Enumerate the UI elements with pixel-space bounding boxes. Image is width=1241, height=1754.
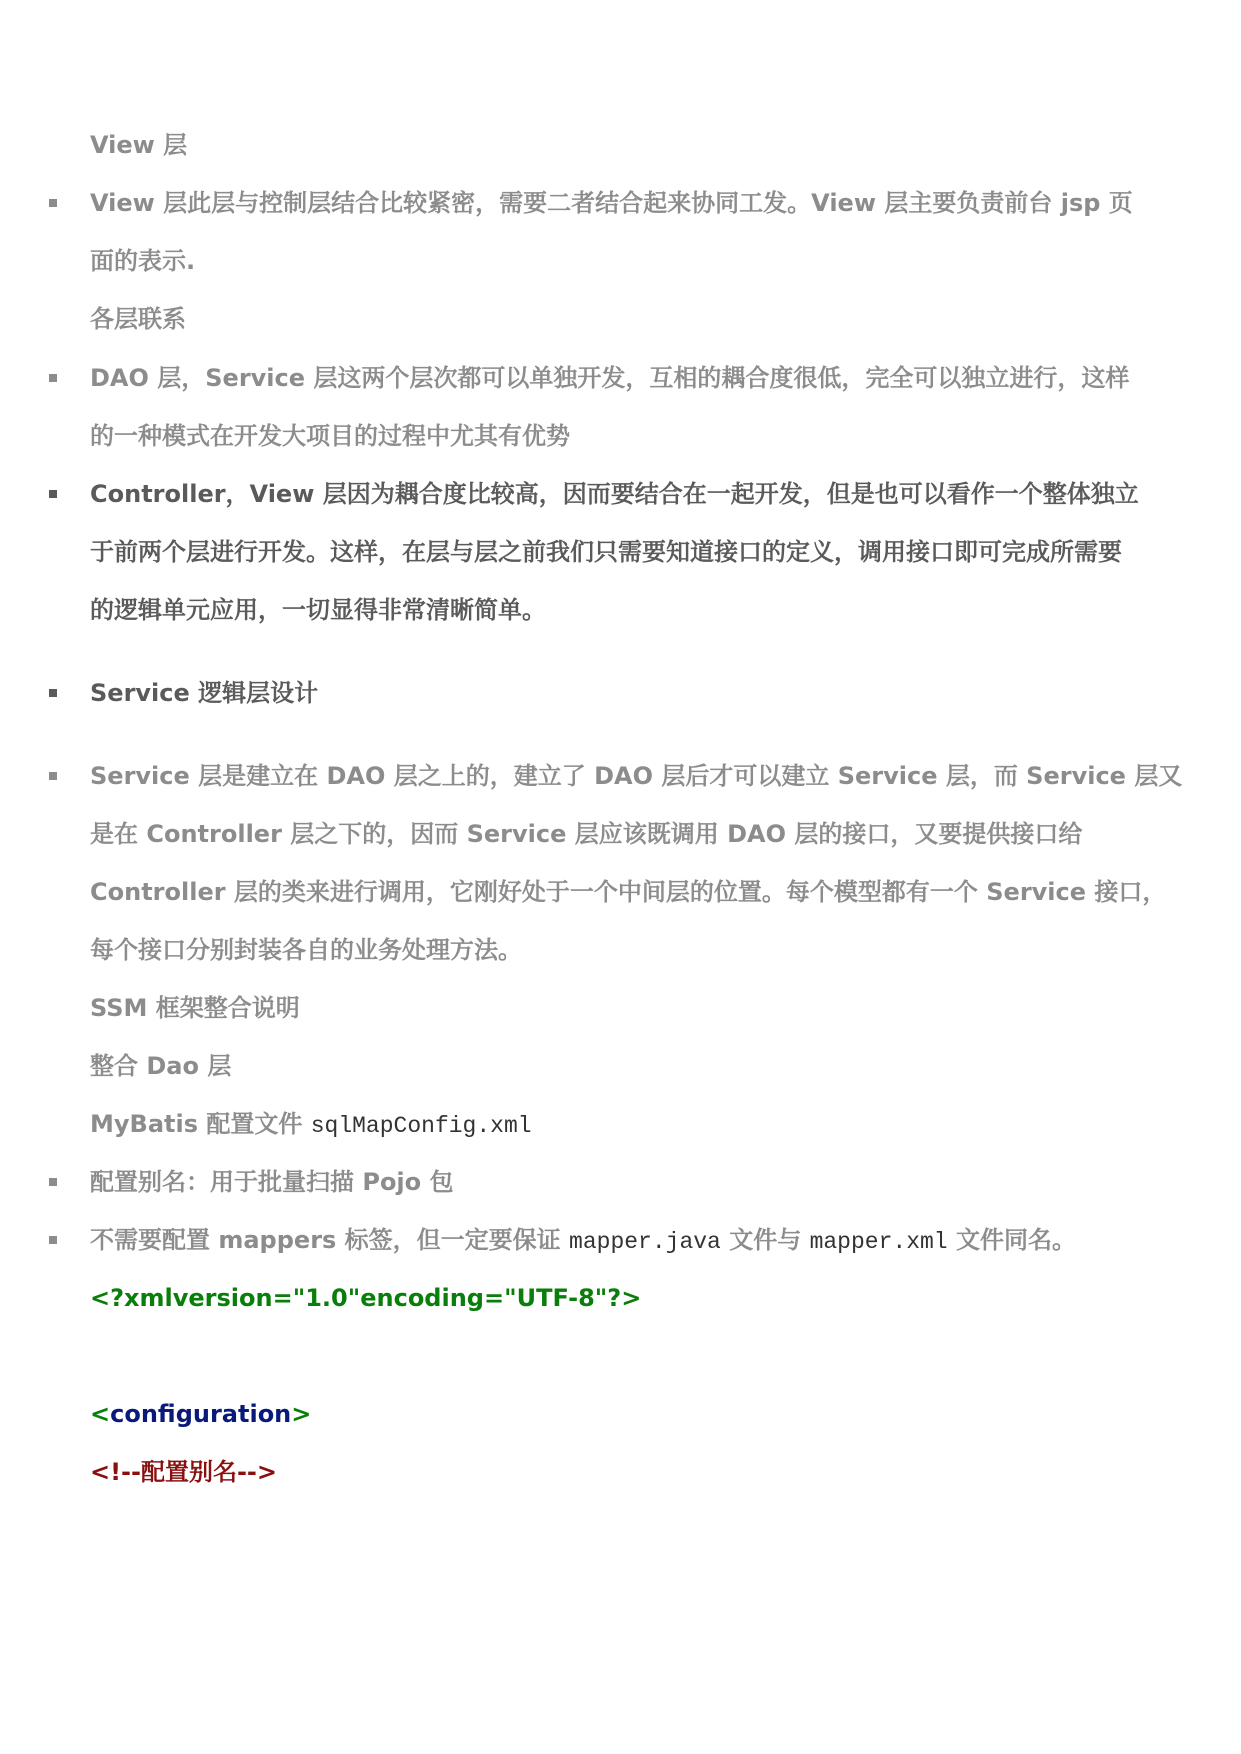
xml-declaration: <?xmlversion="1.0"encoding="UTF-8"?> [90,1284,642,1312]
alias-item: 配置别名：用于批量扫描 Pojo 包 [90,1168,454,1196]
view-item-line1: View 层此层与控制层结合比较紧密，需要二者结合起来协同工发。View 层主要负责前台 jsp 页 [90,189,1133,217]
ssm-heading: SSM 框架整合说明 [90,994,300,1022]
relation-heading: 各层联系 [90,305,186,333]
view-item-line2: 面的表示. [90,247,196,275]
bullet-icon [49,199,57,207]
bullet-icon [49,1178,57,1186]
mapper-java-code: mapper.java [569,1229,721,1255]
tag-close-bracket: > [291,1400,312,1428]
view-heading: View 层 [90,131,188,159]
mappers-text-1: 不需要配置 mappers 标签，但一定要保证 [90,1226,561,1254]
dao-heading: 整合 Dao 层 [90,1052,232,1080]
mybatis-heading [90,1107,1181,1143]
tag-open-bracket: < [90,1400,111,1428]
service-item-line2: 是在 Controller 层之下的，因而 Service 层应该既调用 DAO 层的接口，又要提供接口给 [90,820,1083,848]
mybatis-heading-text: MyBatis 配置文件 [90,1110,303,1138]
relation-item2-line1: Controller，View 层因为耦合度比较高，因而要结合在一起开发，但是也可以看作一个整体独立 [90,480,1139,508]
relation-item2-line3: 的逻辑单元应用，一切显得非常清晰简单。 [90,596,546,624]
service-item-line4: 每个接口分别封装各自的业务处理方法。 [90,936,522,964]
alias-comment: <!--配置别名--> [90,1458,278,1486]
bullet-icon [49,1236,57,1244]
bullet-icon [49,490,57,498]
mappers-text-3: 文件同名。 [955,1226,1076,1254]
config-filename: sqlMapConfig.xml [310,1113,532,1139]
relation-item1-line1: DAO 层，Service 层这两个层次都可以单独开发，互相的耦合度很低，完全可以独立进行，这样 [90,364,1130,392]
configuration-tag-name: configuration [110,1400,292,1428]
bullet-icon [49,374,57,382]
configuration-open-tag [90,1397,1181,1431]
relation-item2-line2: 于前两个层进行开发。这样，在层与层之前我们只需要知道接口的定义，调用接口即可完成所需要 [90,538,1122,566]
mappers-text-2: 文件与 [729,1226,802,1254]
service-item-line1: Service 层是建立在 DAO 层之上的，建立了 DAO 层后才可以建立 Service 层，而 Service 层又 [90,762,1183,790]
relation-item1-line2: 的一种模式在开发大项目的过程中尤其有优势 [90,422,570,450]
service-item-line3: Controller 层的类来进行调用，它刚好处于一个中间层的位置。每个模型都有一个 Service 接口， [90,878,1167,906]
mappers-item [90,1223,1181,1259]
mapper-xml-code: mapper.xml [809,1229,948,1255]
service-heading: Service 逻辑层设计 [90,679,319,707]
bullet-icon [49,772,57,780]
bullet-icon [49,689,57,697]
